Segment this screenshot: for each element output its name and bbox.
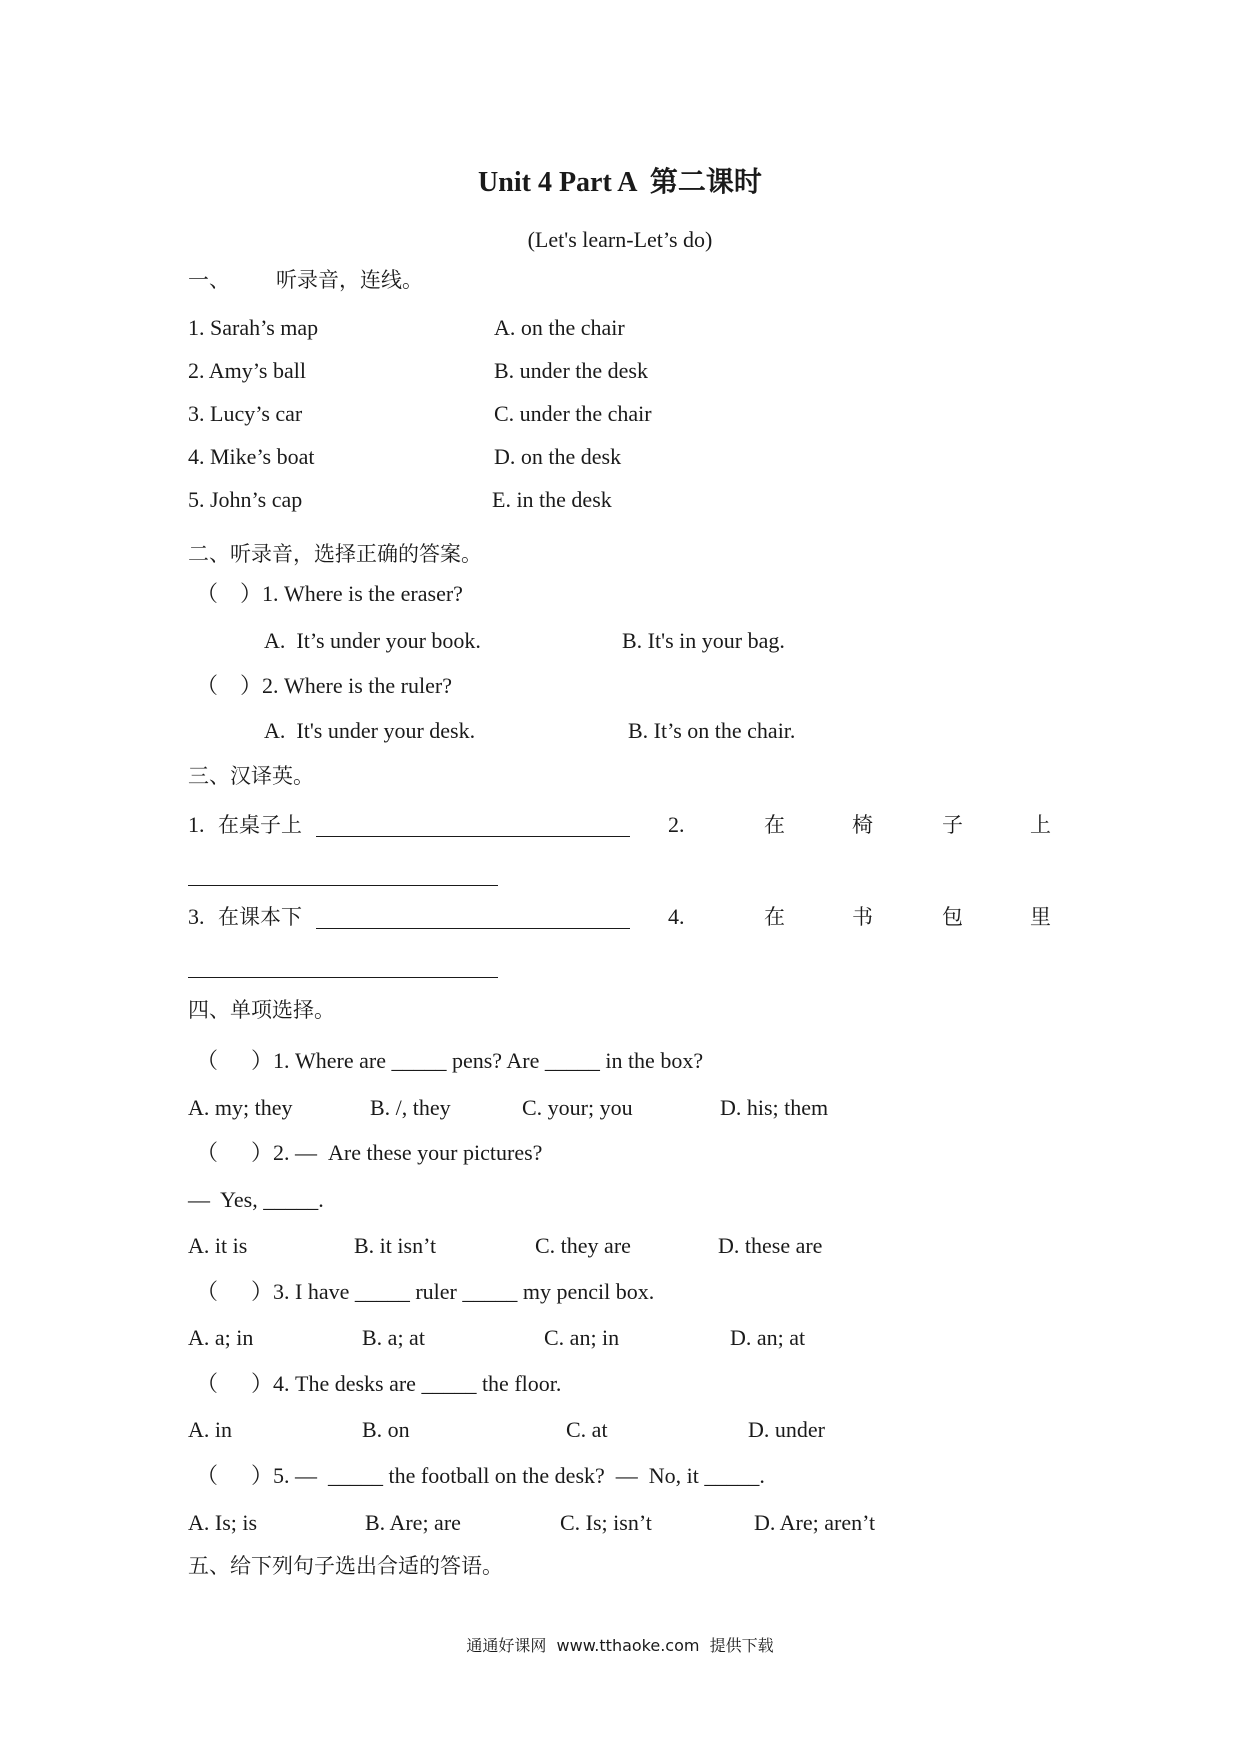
choice-q3-option-c: C. an; in	[544, 1325, 620, 1350]
choice-q2: （ ）2. — Are these your pictures?	[196, 1140, 543, 1165]
translate-4-char-2: 书	[852, 905, 873, 929]
choice-q3-option-d: D. an; at	[730, 1325, 806, 1350]
choice-q2-option-a: A. it is	[188, 1233, 248, 1258]
choice-q5-option-c: C. Is; isn’t	[560, 1510, 652, 1535]
section1-number: 一、	[188, 268, 230, 292]
choice-q4-option-d: D. under	[748, 1417, 825, 1442]
listen-q2: （ ）2. Where is the ruler?	[196, 673, 452, 698]
choice-q3-option-a: A. a; in	[188, 1325, 254, 1350]
match-right-e: E. in the desk	[492, 487, 612, 512]
choice-q5-option-b: B. Are; are	[365, 1510, 461, 1535]
translate-3-text: 在课本下	[218, 905, 302, 929]
translate-2-number: 2.	[668, 812, 685, 837]
choice-q3: （ ）3. I have _____ ruler _____ my pencil box.	[196, 1279, 655, 1304]
listen-q1-option-a: A. It’s under your book.	[264, 628, 481, 653]
page-title: Unit 4 Part A 第二课时	[478, 167, 762, 198]
choice-q1-option-c: C. your; you	[522, 1095, 633, 1120]
choice-q2-option-d: D. these are	[718, 1233, 823, 1258]
choice-q3-option-b: B. a; at	[362, 1325, 425, 1350]
match-right-c: C. under the chair	[494, 401, 652, 426]
section1-heading: 听录音，连线。	[276, 268, 423, 292]
translate-4-char-3: 包	[942, 905, 963, 929]
translate-2-char-4: 上	[1030, 813, 1051, 837]
page-subtitle: (Let's learn-Let’s do)	[527, 227, 713, 252]
match-left-4: 4. Mike’s boat	[188, 444, 315, 469]
translate-4-char-4: 里	[1030, 905, 1051, 929]
translate-4-char-1: 在	[764, 905, 785, 929]
translate-1-number: 1.	[188, 812, 205, 837]
choice-q1-option-d: D. his; them	[720, 1095, 829, 1120]
translate-4-number: 4.	[668, 904, 685, 929]
match-left-2: 2. Amy’s ball	[188, 358, 306, 383]
choice-q4: （ ）4. The desks are _____ the floor.	[196, 1371, 562, 1396]
choice-q2-option-c: C. they are	[535, 1233, 631, 1258]
listen-q2-option-a: A. It's under your desk.	[264, 718, 476, 743]
section2-heading: 二、听录音，选择正确的答案。	[188, 542, 482, 566]
match-left-5: 5. John’s cap	[188, 487, 303, 512]
translate-2-char-3: 子	[942, 813, 963, 837]
page-footer: 通通好课网 www.tthaoke.com 提供下载	[466, 1636, 774, 1655]
choice-q5-option-d: D. Are; aren’t	[754, 1510, 876, 1535]
listen-q1: （ ）1. Where is the eraser?	[196, 581, 463, 606]
match-right-b: B. under the desk	[494, 358, 648, 383]
translate-2-char-2: 椅	[852, 813, 873, 837]
choice-q1-option-b: B. /, they	[370, 1095, 451, 1120]
translate-4-answer-line	[188, 977, 498, 978]
choice-q2-option-b: B. it isn’t	[354, 1233, 437, 1258]
translate-1-answer-line	[316, 836, 630, 837]
choice-q4-option-a: A. in	[188, 1417, 232, 1442]
translate-3-number: 3.	[188, 904, 205, 929]
section3-heading: 三、汉译英。	[188, 764, 314, 788]
match-left-3: 3. Lucy’s car	[188, 401, 303, 426]
choice-q2-line2: — Yes, _____.	[188, 1187, 324, 1212]
choice-q5-option-a: A. Is; is	[188, 1510, 258, 1535]
translate-1-text: 在桌子上	[218, 813, 302, 837]
choice-q1-option-a: A. my; they	[188, 1095, 293, 1120]
translate-3-answer-line	[316, 928, 630, 929]
translate-2-answer-line	[188, 885, 498, 886]
listen-q2-option-b: B. It’s on the chair.	[628, 718, 796, 743]
match-right-d: D. on the desk	[494, 444, 622, 469]
section4-heading: 四、单项选择。	[188, 998, 335, 1022]
listen-q1-option-b: B. It's in your bag.	[622, 628, 785, 653]
section5-heading: 五、给下列句子选出合适的答语。	[188, 1554, 503, 1578]
choice-q1: （ ）1. Where are _____ pens? Are _____ in the box?	[196, 1048, 704, 1073]
match-left-1: 1. Sarah’s map	[188, 315, 319, 340]
choice-q4-option-b: B. on	[362, 1417, 410, 1442]
match-right-a: A. on the chair	[494, 315, 625, 340]
choice-q5: （ ）5. — _____ the football on the desk? — No, it _____.	[196, 1463, 765, 1488]
choice-q4-option-c: C. at	[566, 1417, 608, 1442]
translate-2-char-1: 在	[764, 813, 785, 837]
